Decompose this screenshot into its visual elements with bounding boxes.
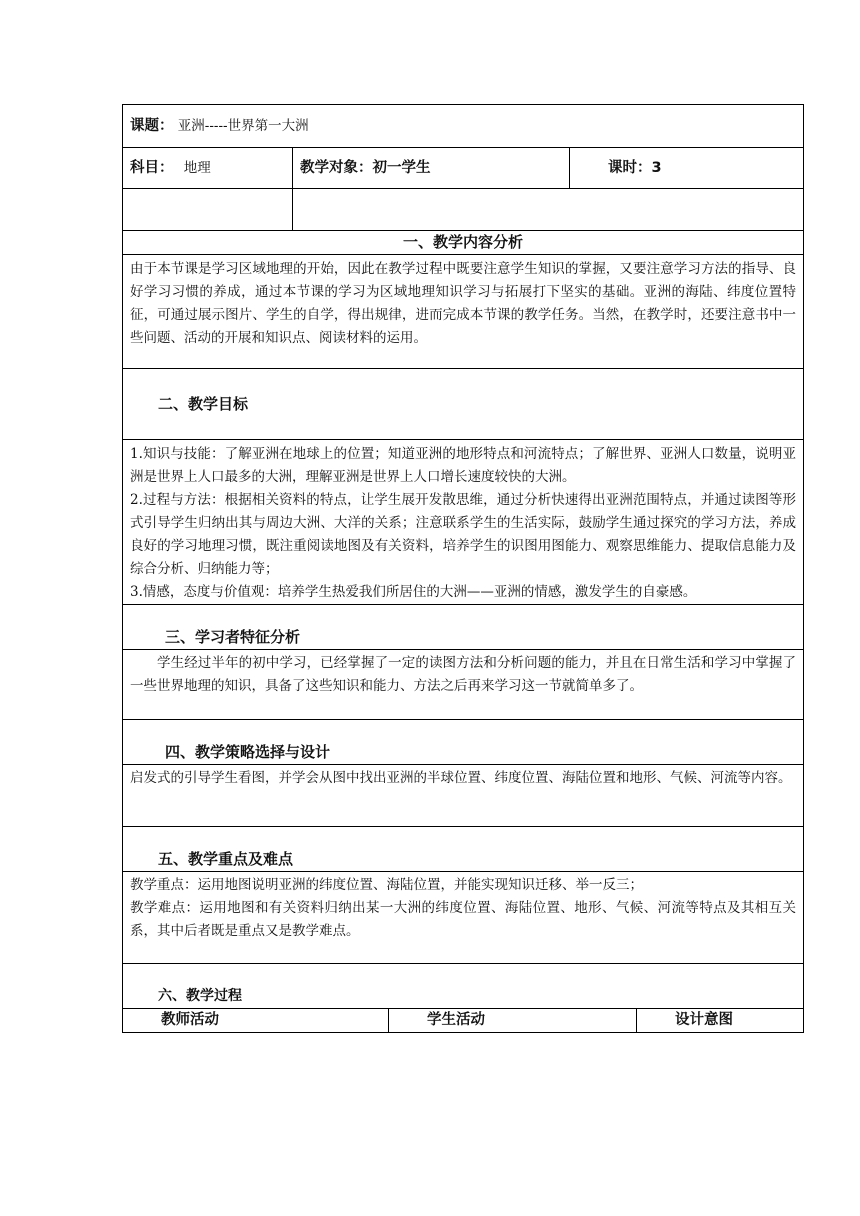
section-1-title-row — [123, 231, 804, 255]
topic-label: 课题： — [130, 117, 174, 134]
section-1-body: 由于本节课是学习区域地理的开始，因此在教学过程中既要注意学生知识的掌握，又要注意学习方法的指导、良好学习习惯的养成，通过本节课的学习为区域地理知识学习与拓展打下坚实的基础。亚洲的海陆、纬度位置特征，可通过展示图片、学生的自学，得出规律，进而完成本节课的教学任务。当然，在教学时，还要注意书中一些问题、活动的开展和知识点、阅读材料的运用。 — [123, 255, 804, 369]
meta-row — [123, 148, 804, 189]
col-design-intent: 设计意图 — [637, 1009, 804, 1033]
section-1-body-row — [123, 255, 804, 369]
section-3-body: 学生经过半年的初中学习，已经掌握了一定的读图方法和分析问题的能力，并且在日常生活和学习中掌握了一些世界地理的知识，具备了这些知识和能力、方法之后再来学习这一节就简单多了。 — [123, 650, 804, 720]
topic-row — [123, 105, 804, 148]
section-5-title: 五、教学重点及难点 — [123, 827, 804, 872]
blank-row — [123, 189, 804, 231]
section-2-title: 二、教学目标 — [123, 369, 804, 440]
process-table — [122, 1008, 804, 1033]
key-point: 教学重点：运用地图说明亚洲的纬度位置、海陆位置，并能实现知识迁移、举一反三； — [130, 877, 643, 893]
section-6-title-row — [123, 964, 804, 1009]
subject-label: 科目： — [130, 159, 174, 176]
lesson-plan-page — [122, 104, 803, 1033]
audience-label: 教学对象：初一学生 — [300, 159, 431, 176]
section-3-title-row — [123, 605, 804, 650]
section-4-title-row — [123, 720, 804, 765]
subject-value: 地理 — [183, 159, 211, 176]
topic-value: 亚洲-----世界第一大洲 — [177, 117, 309, 134]
col-student-activity: 学生活动 — [389, 1009, 637, 1033]
section-2-title-row — [123, 369, 804, 440]
objective-knowledge: 1.知识与技能：了解亚洲在地球上的位置；知道亚洲的地形特点和河流特点；了解世界、亚洲人口数量，说明亚洲是世界上人口最多的大洲，理解亚洲是世界上人口增长速度较快的大洲。 — [130, 446, 797, 485]
objective-emotion: 3.情感，态度与价值观：培养学生热爱我们所居住的大洲——亚洲的情感，激发学生的自豪感。 — [130, 584, 697, 600]
section-3-body-row — [123, 650, 804, 720]
section-6-title: 六、教学过程 — [123, 964, 804, 1009]
difficult-point: 教学难点：运用地图和有关资料归纳出某一大洲的纬度位置、海陆位置、地形、气候、河流等特点及其相互关系，其中后者既是重点又是教学难点。 — [130, 900, 797, 939]
objective-process: 2.过程与方法：根据相关资料的特点，让学生展开发散思维，通过分析快速得出亚洲范围特点，并通过读图等形式引导学生归纳出其与周边大洲、大洋的关系；注意联系学生的生活实际，鼓励学生通过探究的学习方法，养成良好的学习地理习惯，既注重阅读地图及有关资料，培养学生的识图用图能力、观察思维能力、提取信息能力及综合分析、归纳能力等； — [130, 492, 797, 577]
section-3-title: 三、学习者特征分析 — [123, 605, 804, 650]
section-4-body-row — [123, 765, 804, 827]
section-5-title-row — [123, 827, 804, 872]
section-4-body: 启发式的引导学生看图，并学会从图中找出亚洲的半球位置、纬度位置、海陆位置和地形、气候、河流等内容。 — [123, 765, 804, 827]
section-5-body-row — [123, 872, 804, 964]
periods-label: 课时：3 — [608, 159, 662, 176]
col-teacher-activity: 教师活动 — [123, 1009, 389, 1033]
section-1-title: 一、教学内容分析 — [123, 231, 804, 255]
process-header-row — [123, 1009, 804, 1033]
section-4-title: 四、教学策略选择与设计 — [123, 720, 804, 765]
lesson-plan-table — [122, 104, 804, 1009]
section-2-body-row — [123, 440, 804, 605]
